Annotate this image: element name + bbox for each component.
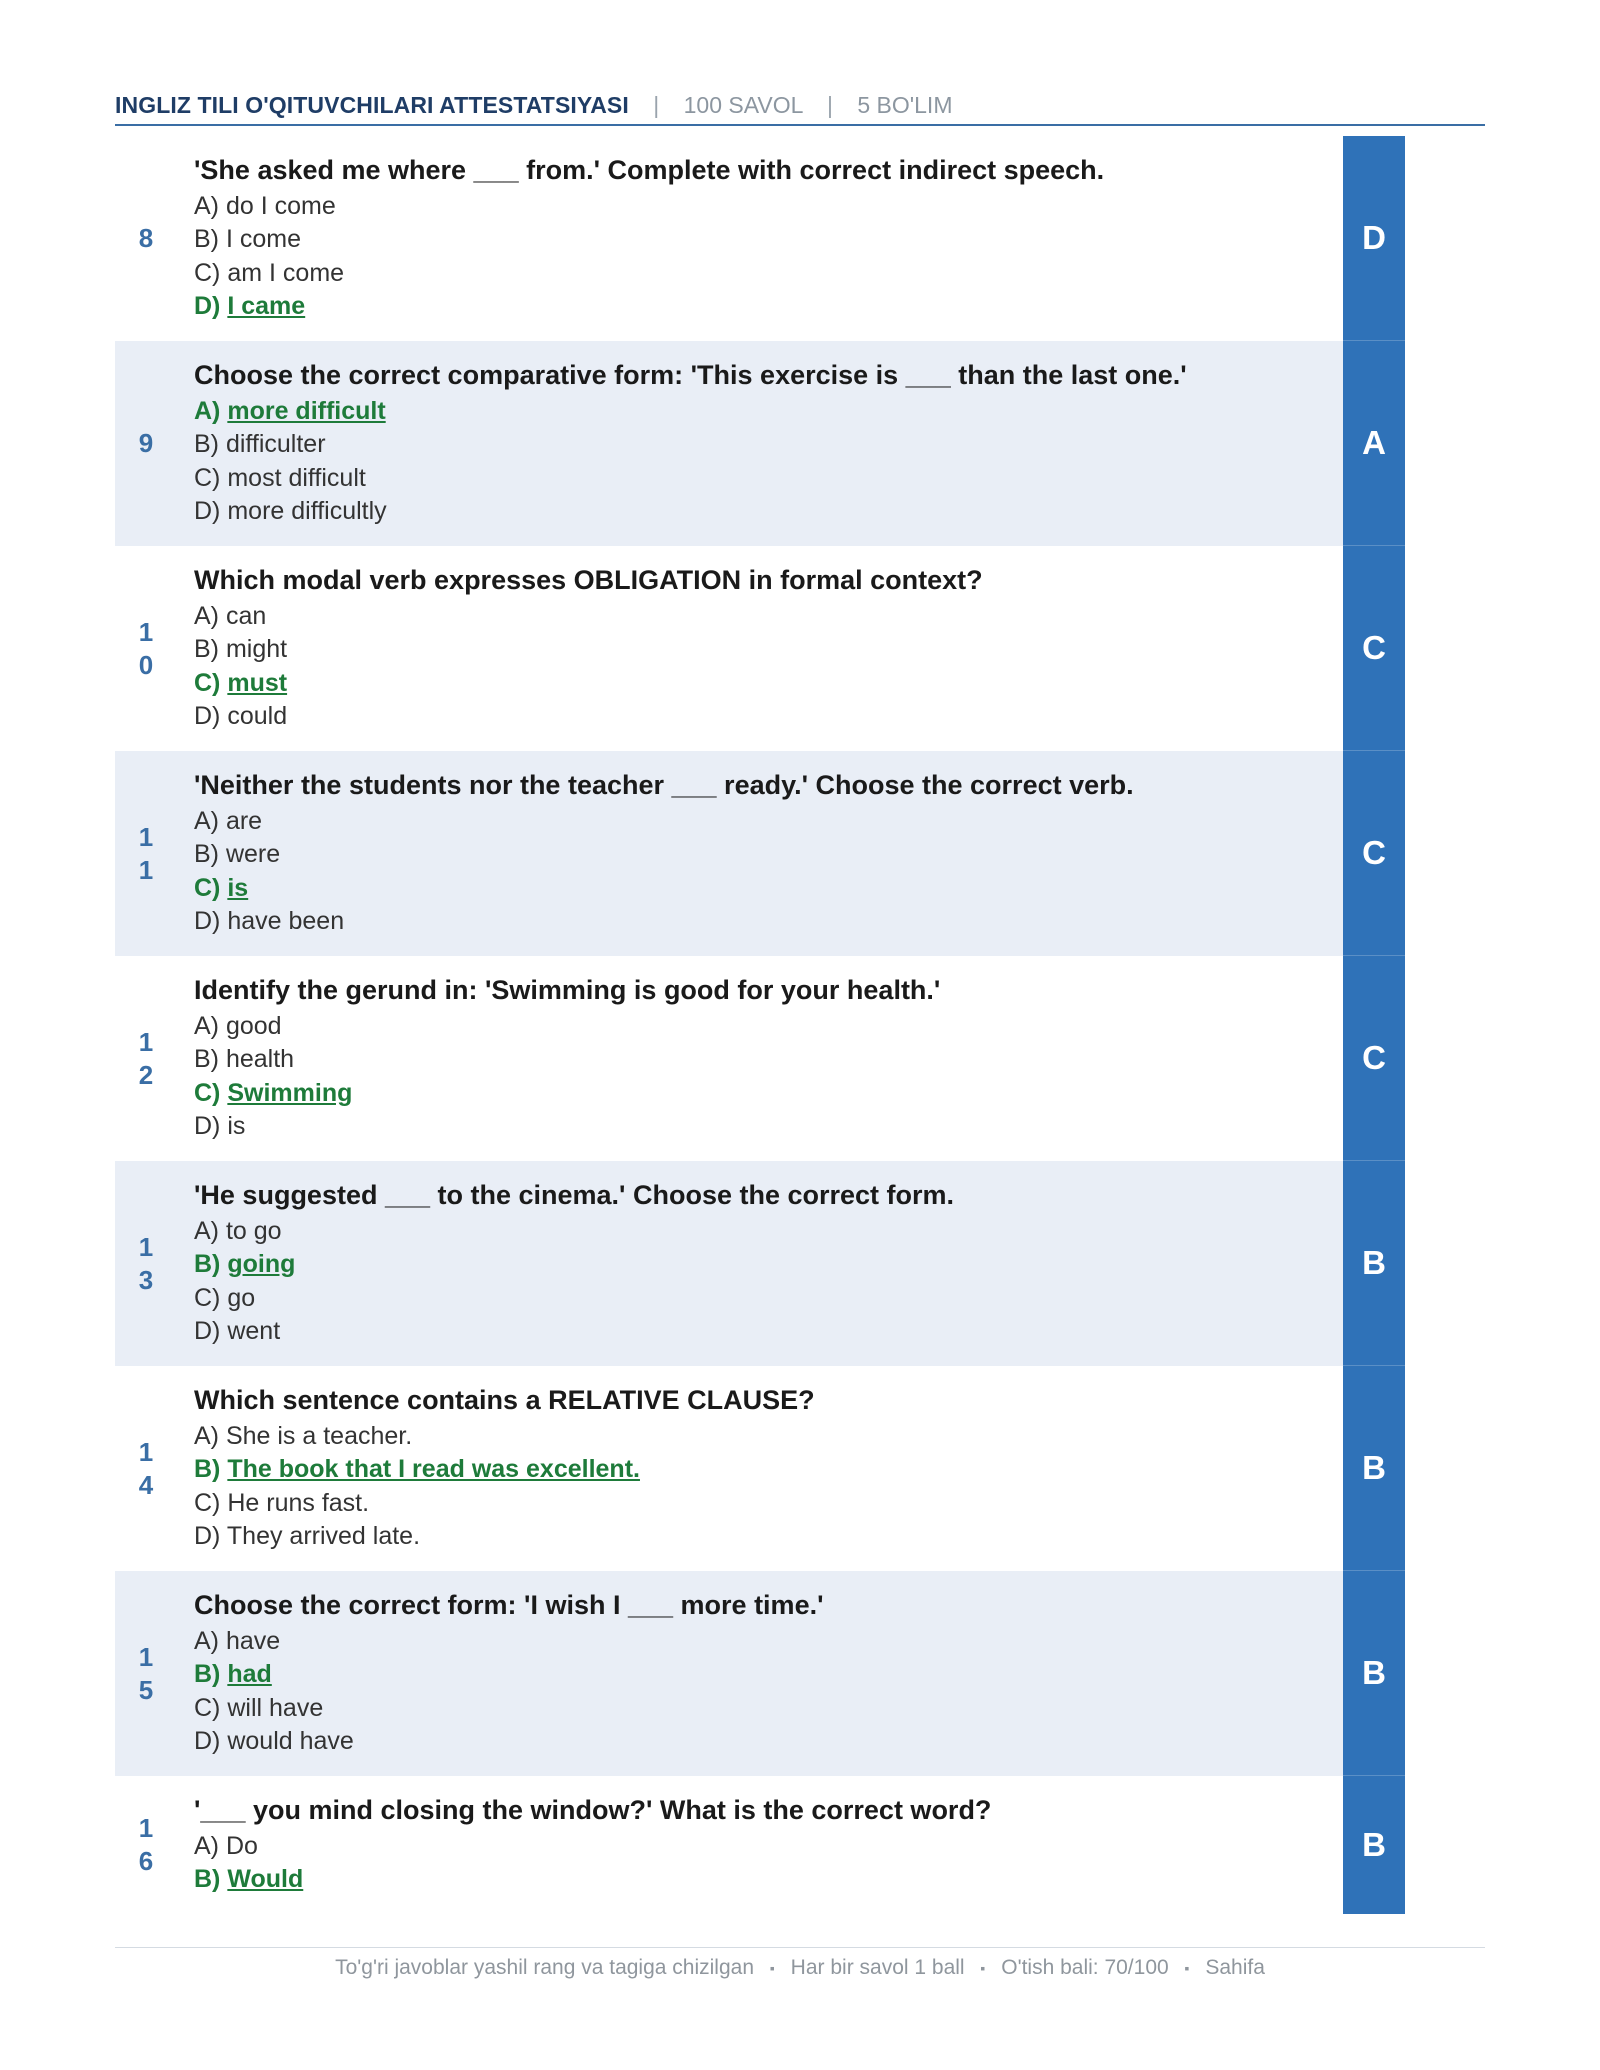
footer-separator: ▪ — [980, 1960, 986, 1977]
answer-option-correct — [194, 1863, 1334, 1896]
question-number — [115, 136, 177, 341]
option-letter: D) — [194, 906, 221, 935]
question-number — [115, 546, 177, 751]
option-letter: D) — [194, 1316, 221, 1345]
question-text: Identify the gerund in: 'Swimming is good for your health.' — [194, 975, 941, 1005]
option-letter: B) — [194, 225, 219, 254]
footer-page-label: Sahifa — [1205, 1956, 1265, 1979]
question-body — [194, 153, 1334, 323]
question-body — [194, 1383, 1334, 1553]
option-letter: A) — [194, 602, 219, 630]
option-letter: C) — [194, 1283, 221, 1312]
option-letter: C) — [194, 1078, 221, 1107]
question-number — [115, 751, 177, 956]
answer-option-correct — [194, 1453, 1334, 1486]
question-number-text: 16 — [138, 1813, 154, 1876]
option-text: health — [225, 1045, 295, 1074]
question-text: Which sentence contains a RELATIVE CLAUSE? — [194, 1385, 815, 1415]
option-letter: C) — [194, 1488, 221, 1517]
option-letter: C) — [194, 873, 221, 902]
answer-key-badge: B — [1343, 1161, 1405, 1366]
answer-key-badge: B — [1343, 1776, 1405, 1914]
question-number — [115, 341, 177, 546]
option-text: were — [225, 840, 281, 869]
option-text: must — [227, 668, 288, 697]
question-row — [115, 546, 1405, 751]
header-separator: | — [826, 92, 833, 118]
question-text: Which modal verb expresses OBLIGATION in formal context? — [194, 565, 983, 595]
question-body — [194, 1793, 1334, 1897]
answer-option — [194, 190, 1334, 223]
option-letter: C) — [194, 463, 221, 492]
answer-option — [194, 1692, 1334, 1725]
question-text: 'He suggested ___ to the cinema.' Choose the correct form. — [194, 1180, 955, 1210]
option-text: could — [227, 701, 288, 730]
question-number-text: 14 — [138, 1436, 154, 1500]
option-text: do I come — [225, 192, 336, 220]
option-text: is — [227, 1111, 246, 1140]
answer-option — [194, 633, 1334, 666]
answer-option — [194, 462, 1334, 495]
exam-title: INGLIZ TILI O'QITUVCHILARI ATTESTATSIYASI — [115, 92, 629, 118]
option-text: go — [227, 1283, 256, 1312]
question-body — [194, 358, 1334, 528]
option-text: I come — [225, 225, 301, 254]
option-letter: D) — [194, 291, 221, 320]
question-count: 100 SAVOL — [683, 92, 803, 118]
option-text: I came — [227, 291, 306, 320]
option-text: She is a teacher. — [225, 1422, 413, 1450]
answer-option — [194, 805, 1334, 838]
question-number-text: 8 — [138, 223, 154, 253]
answer-option — [194, 428, 1334, 461]
option-letter: B) — [194, 840, 219, 869]
option-text: He runs fast. — [227, 1488, 370, 1517]
option-letter: B) — [194, 1455, 221, 1484]
option-letter: A) — [194, 807, 219, 835]
answer-option — [194, 1215, 1334, 1248]
option-text: would have — [227, 1726, 354, 1755]
option-text: more difficultly — [227, 496, 387, 525]
answer-option-correct — [194, 395, 1334, 428]
footer-legend: To'g'ri javoblar yashil rang va tagiga chizilgan — [335, 1956, 755, 1979]
answer-key-badge: C — [1343, 751, 1405, 956]
option-text: good — [225, 1012, 282, 1040]
question-body — [194, 1588, 1334, 1758]
page-footer — [115, 1947, 1485, 1980]
answer-option-correct — [194, 1077, 1334, 1110]
question-number — [115, 1776, 177, 1914]
question-row — [115, 1571, 1405, 1776]
option-letter: B) — [194, 1660, 221, 1689]
answer-option-correct — [194, 1658, 1334, 1691]
question-number — [115, 956, 177, 1161]
answer-option — [194, 257, 1334, 290]
answer-key-badge: A — [1343, 341, 1405, 546]
option-letter: B) — [194, 430, 219, 459]
footer-passing-score: O'tish bali: 70/100 — [1001, 1956, 1169, 1979]
option-text: They arrived late. — [226, 1521, 421, 1550]
answer-option — [194, 1315, 1334, 1348]
question-number-text: 12 — [138, 1026, 154, 1090]
option-letter: A) — [194, 1217, 219, 1245]
question-row — [115, 341, 1405, 546]
question-number-text: 13 — [138, 1231, 154, 1295]
answer-key-badge: B — [1343, 1366, 1405, 1571]
question-list — [115, 136, 1405, 1914]
question-number — [115, 1366, 177, 1571]
option-letter: A) — [194, 1832, 219, 1860]
answer-option — [194, 1420, 1334, 1453]
question-body — [194, 1178, 1334, 1348]
question-body — [194, 973, 1334, 1143]
answer-option — [194, 1487, 1334, 1520]
question-row — [115, 751, 1405, 956]
answer-option — [194, 1830, 1334, 1863]
option-letter: B) — [194, 1250, 221, 1279]
question-row — [115, 1161, 1405, 1366]
answer-option — [194, 1110, 1334, 1143]
answer-option — [194, 1043, 1334, 1076]
option-letter: A) — [194, 397, 221, 425]
page-header — [115, 92, 1485, 126]
option-text: have been — [227, 906, 345, 935]
option-text: will have — [227, 1693, 324, 1722]
option-text: The book that I read was excellent. — [227, 1455, 640, 1484]
option-text: more difficult — [227, 397, 386, 425]
question-number-text: 10 — [138, 616, 154, 680]
option-letter: A) — [194, 192, 219, 220]
question-number-text: 11 — [138, 821, 154, 885]
header-separator: | — [653, 92, 660, 118]
option-letter: D) — [194, 1521, 221, 1550]
option-text: most difficult — [227, 463, 366, 492]
question-number — [115, 1161, 177, 1366]
footer-separator: ▪ — [769, 1960, 775, 1977]
answer-key-badge: D — [1343, 136, 1405, 341]
option-text: difficulter — [225, 430, 326, 459]
answer-option-correct — [194, 872, 1334, 905]
question-row — [115, 1366, 1405, 1571]
option-letter: C) — [194, 258, 221, 287]
option-letter: B) — [194, 1045, 219, 1074]
answer-option — [194, 1010, 1334, 1043]
answer-option-correct — [194, 667, 1334, 700]
answer-option — [194, 1520, 1334, 1553]
answer-key-badge: C — [1343, 956, 1405, 1161]
question-text: 'Neither the students nor the teacher ___ ready.' Choose the correct verb. — [194, 770, 1134, 800]
option-text: Would — [227, 1865, 304, 1894]
footer-scoring: Har bir savol 1 ball — [790, 1956, 965, 1979]
answer-option — [194, 905, 1334, 938]
question-text: Choose the correct comparative form: 'This exercise is ___ than the last one.' — [194, 360, 1187, 390]
option-letter: A) — [194, 1012, 219, 1040]
option-letter: D) — [194, 701, 221, 730]
option-letter: D) — [194, 1726, 221, 1755]
answer-option — [194, 600, 1334, 633]
option-letter: D) — [194, 496, 221, 525]
question-row — [115, 956, 1405, 1161]
question-text: 'She asked me where ___ from.' Complete with correct indirect speech. — [194, 155, 1105, 185]
question-text: '___ you mind closing the window?' What is the correct word? — [194, 1795, 992, 1825]
option-text: is — [227, 873, 249, 902]
question-body — [194, 768, 1334, 938]
answer-option — [194, 700, 1334, 733]
option-letter: A) — [194, 1627, 219, 1655]
question-number-text: 9 — [138, 428, 154, 458]
option-text: are — [225, 807, 263, 835]
answer-option — [194, 1625, 1334, 1658]
option-text: went — [227, 1316, 281, 1345]
answer-option — [194, 838, 1334, 871]
question-number-text: 15 — [138, 1641, 154, 1705]
option-letter: B) — [194, 1865, 221, 1894]
option-text: can — [225, 602, 267, 630]
answer-option — [194, 223, 1334, 256]
answer-option — [194, 1282, 1334, 1315]
footer-separator: ▪ — [1184, 1960, 1190, 1977]
answer-option-correct — [194, 1248, 1334, 1281]
option-text: Swimming — [227, 1078, 353, 1107]
question-row — [115, 136, 1405, 341]
question-row — [115, 1776, 1405, 1914]
option-letter: A) — [194, 1422, 219, 1450]
option-text: to go — [225, 1217, 282, 1245]
option-letter: C) — [194, 1693, 221, 1722]
option-text: had — [227, 1660, 272, 1689]
question-number — [115, 1571, 177, 1776]
option-text: am I come — [227, 258, 345, 287]
answer-option — [194, 1725, 1334, 1758]
answer-key-badge: C — [1343, 546, 1405, 751]
section-count: 5 BO'LIM — [857, 92, 953, 118]
option-text: going — [227, 1250, 296, 1279]
option-text: Do — [225, 1832, 258, 1860]
option-text: might — [225, 635, 288, 664]
answer-option — [194, 495, 1334, 528]
option-text: have — [225, 1627, 281, 1655]
question-text: Choose the correct form: 'I wish I ___ more time.' — [194, 1590, 824, 1620]
answer-option-correct — [194, 290, 1334, 323]
option-letter: D) — [194, 1111, 221, 1140]
option-letter: B) — [194, 635, 219, 664]
question-body — [194, 563, 1334, 733]
answer-key-badge: B — [1343, 1571, 1405, 1776]
option-letter: C) — [194, 668, 221, 697]
